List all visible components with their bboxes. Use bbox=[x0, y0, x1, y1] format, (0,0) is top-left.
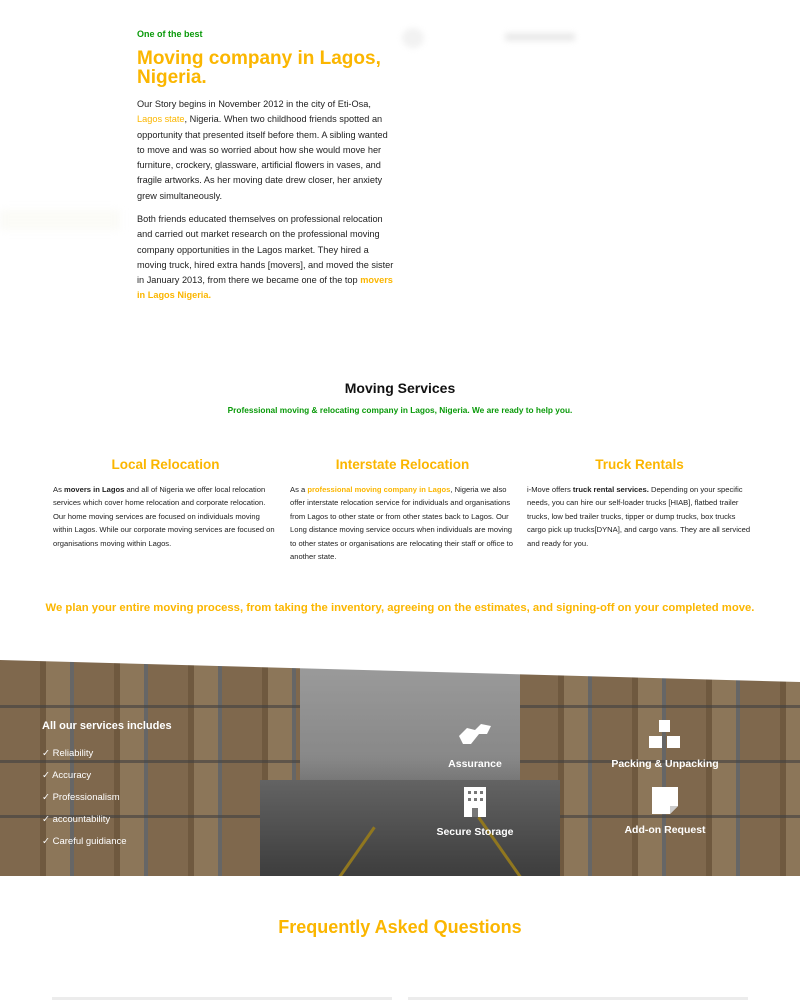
feature-label: Secure Storage bbox=[436, 826, 514, 838]
services-title: Moving Services bbox=[344, 380, 456, 396]
text: and all of Nigeria we offer local relocation services which cover home relocation and corporate relocation. Our home moving services are focused on individuals moving within Lagos. While our corporate moving services are focused on organisations moving within Lagos. bbox=[53, 485, 275, 548]
building-icon bbox=[463, 786, 487, 818]
handshake-icon bbox=[457, 720, 493, 750]
blurred-icon bbox=[402, 28, 424, 48]
service-interstate-relocation bbox=[290, 457, 515, 563]
feature-assurance bbox=[400, 720, 550, 772]
intro-title: Moving company in Lagos, Nigeria. bbox=[137, 48, 381, 88]
text: As bbox=[53, 485, 64, 494]
professional-moving-company-link[interactable]: professional moving company in Lagos bbox=[307, 485, 451, 494]
feature-label: Packing & Unpacking bbox=[611, 758, 719, 770]
includes-title: All our services includes bbox=[42, 720, 172, 732]
includes-item: ✓ Reliability bbox=[42, 748, 94, 759]
service-local-relocation bbox=[53, 457, 278, 550]
intro-eyebrow: One of the best bbox=[137, 29, 203, 39]
text: As a bbox=[290, 485, 308, 494]
intro-paragraph-1 bbox=[137, 97, 395, 204]
service-title: Truck Rentals bbox=[595, 457, 684, 472]
includes-item: ✓ Accuracy bbox=[42, 770, 92, 781]
service-description bbox=[53, 483, 278, 550]
service-title: Interstate Relocation bbox=[335, 457, 470, 472]
service-description bbox=[527, 483, 752, 550]
plan-statement: We plan your entire moving process, from taking the inventory, agreeing on the estimates, and signing-off on your completed move. bbox=[45, 602, 755, 614]
boxes-icon bbox=[648, 718, 682, 750]
lagos-state-link[interactable]: Lagos state bbox=[137, 114, 185, 125]
service-description bbox=[290, 483, 515, 563]
includes-item: ✓ accountability bbox=[42, 814, 111, 825]
text: i-Move offers bbox=[527, 485, 573, 494]
blurred-text bbox=[505, 33, 575, 41]
feature-secure-storage bbox=[400, 786, 550, 840]
text: Our Story begins in November 2012 in the city of Eti-Osa, bbox=[137, 99, 371, 109]
blurred-shape bbox=[0, 210, 120, 230]
text: , Nigeria we also offer interstate relocation service for individuals and organisations from Lagos to other state or from other states back to Lagos. Our Long distance moving service occurs when individuals are moving to other states or organisations are relocating their staff or office to another state. bbox=[290, 485, 514, 562]
intro-paragraph-2 bbox=[137, 212, 395, 304]
text: Depending on your specific needs, you can hire our self-loader trucks [HIAB], flatbed trailer trucks, low bed trailer trucks, tipper or dump trucks, box trucks cargo pick up trucks[DYNA], and cargo vans. They are all serviced and ready for you. bbox=[527, 485, 751, 548]
feature-label: Assurance bbox=[448, 758, 502, 770]
text: Both friends educated themselves on professional relocation and carried out market research on the professional moving company opportunities in the Lagos market. They hired a moving truck, hired extra hands [movers], and moved the sister in January 2013, from there we became one of the top bbox=[137, 214, 394, 286]
feature-add-on-request bbox=[590, 786, 740, 838]
service-title: Local Relocation bbox=[111, 457, 220, 472]
includes-item: ✓ Careful guidiance bbox=[42, 836, 127, 847]
feature-packing bbox=[590, 718, 740, 772]
faq-title: Frequently Asked Questions bbox=[278, 917, 522, 937]
service-truck-rentals bbox=[527, 457, 752, 550]
text: , Nigeria. When two childhood friends spotted an opportunity that presented itself before them. A sibling wanted to move and was so worried about how she would move her furniture, crockery, glassware, artificial flowers in vases, and fragile artworks. As her moving date drew closer, her anxiety grew simultaneously. bbox=[137, 114, 388, 201]
includes-item: ✓ Professionalism bbox=[42, 792, 120, 803]
movers-in-lagos-link[interactable]: movers in Lagos Nigeria. bbox=[137, 275, 393, 301]
bold-text: truck rental services. bbox=[572, 485, 649, 494]
sticky-note-icon bbox=[651, 786, 679, 816]
feature-label: Add-on Request bbox=[624, 824, 706, 836]
bold-text: movers in Lagos bbox=[63, 485, 125, 494]
services-subtitle: Professional moving & relocating company in Lagos, Nigeria. We are ready to help you. bbox=[227, 405, 573, 415]
